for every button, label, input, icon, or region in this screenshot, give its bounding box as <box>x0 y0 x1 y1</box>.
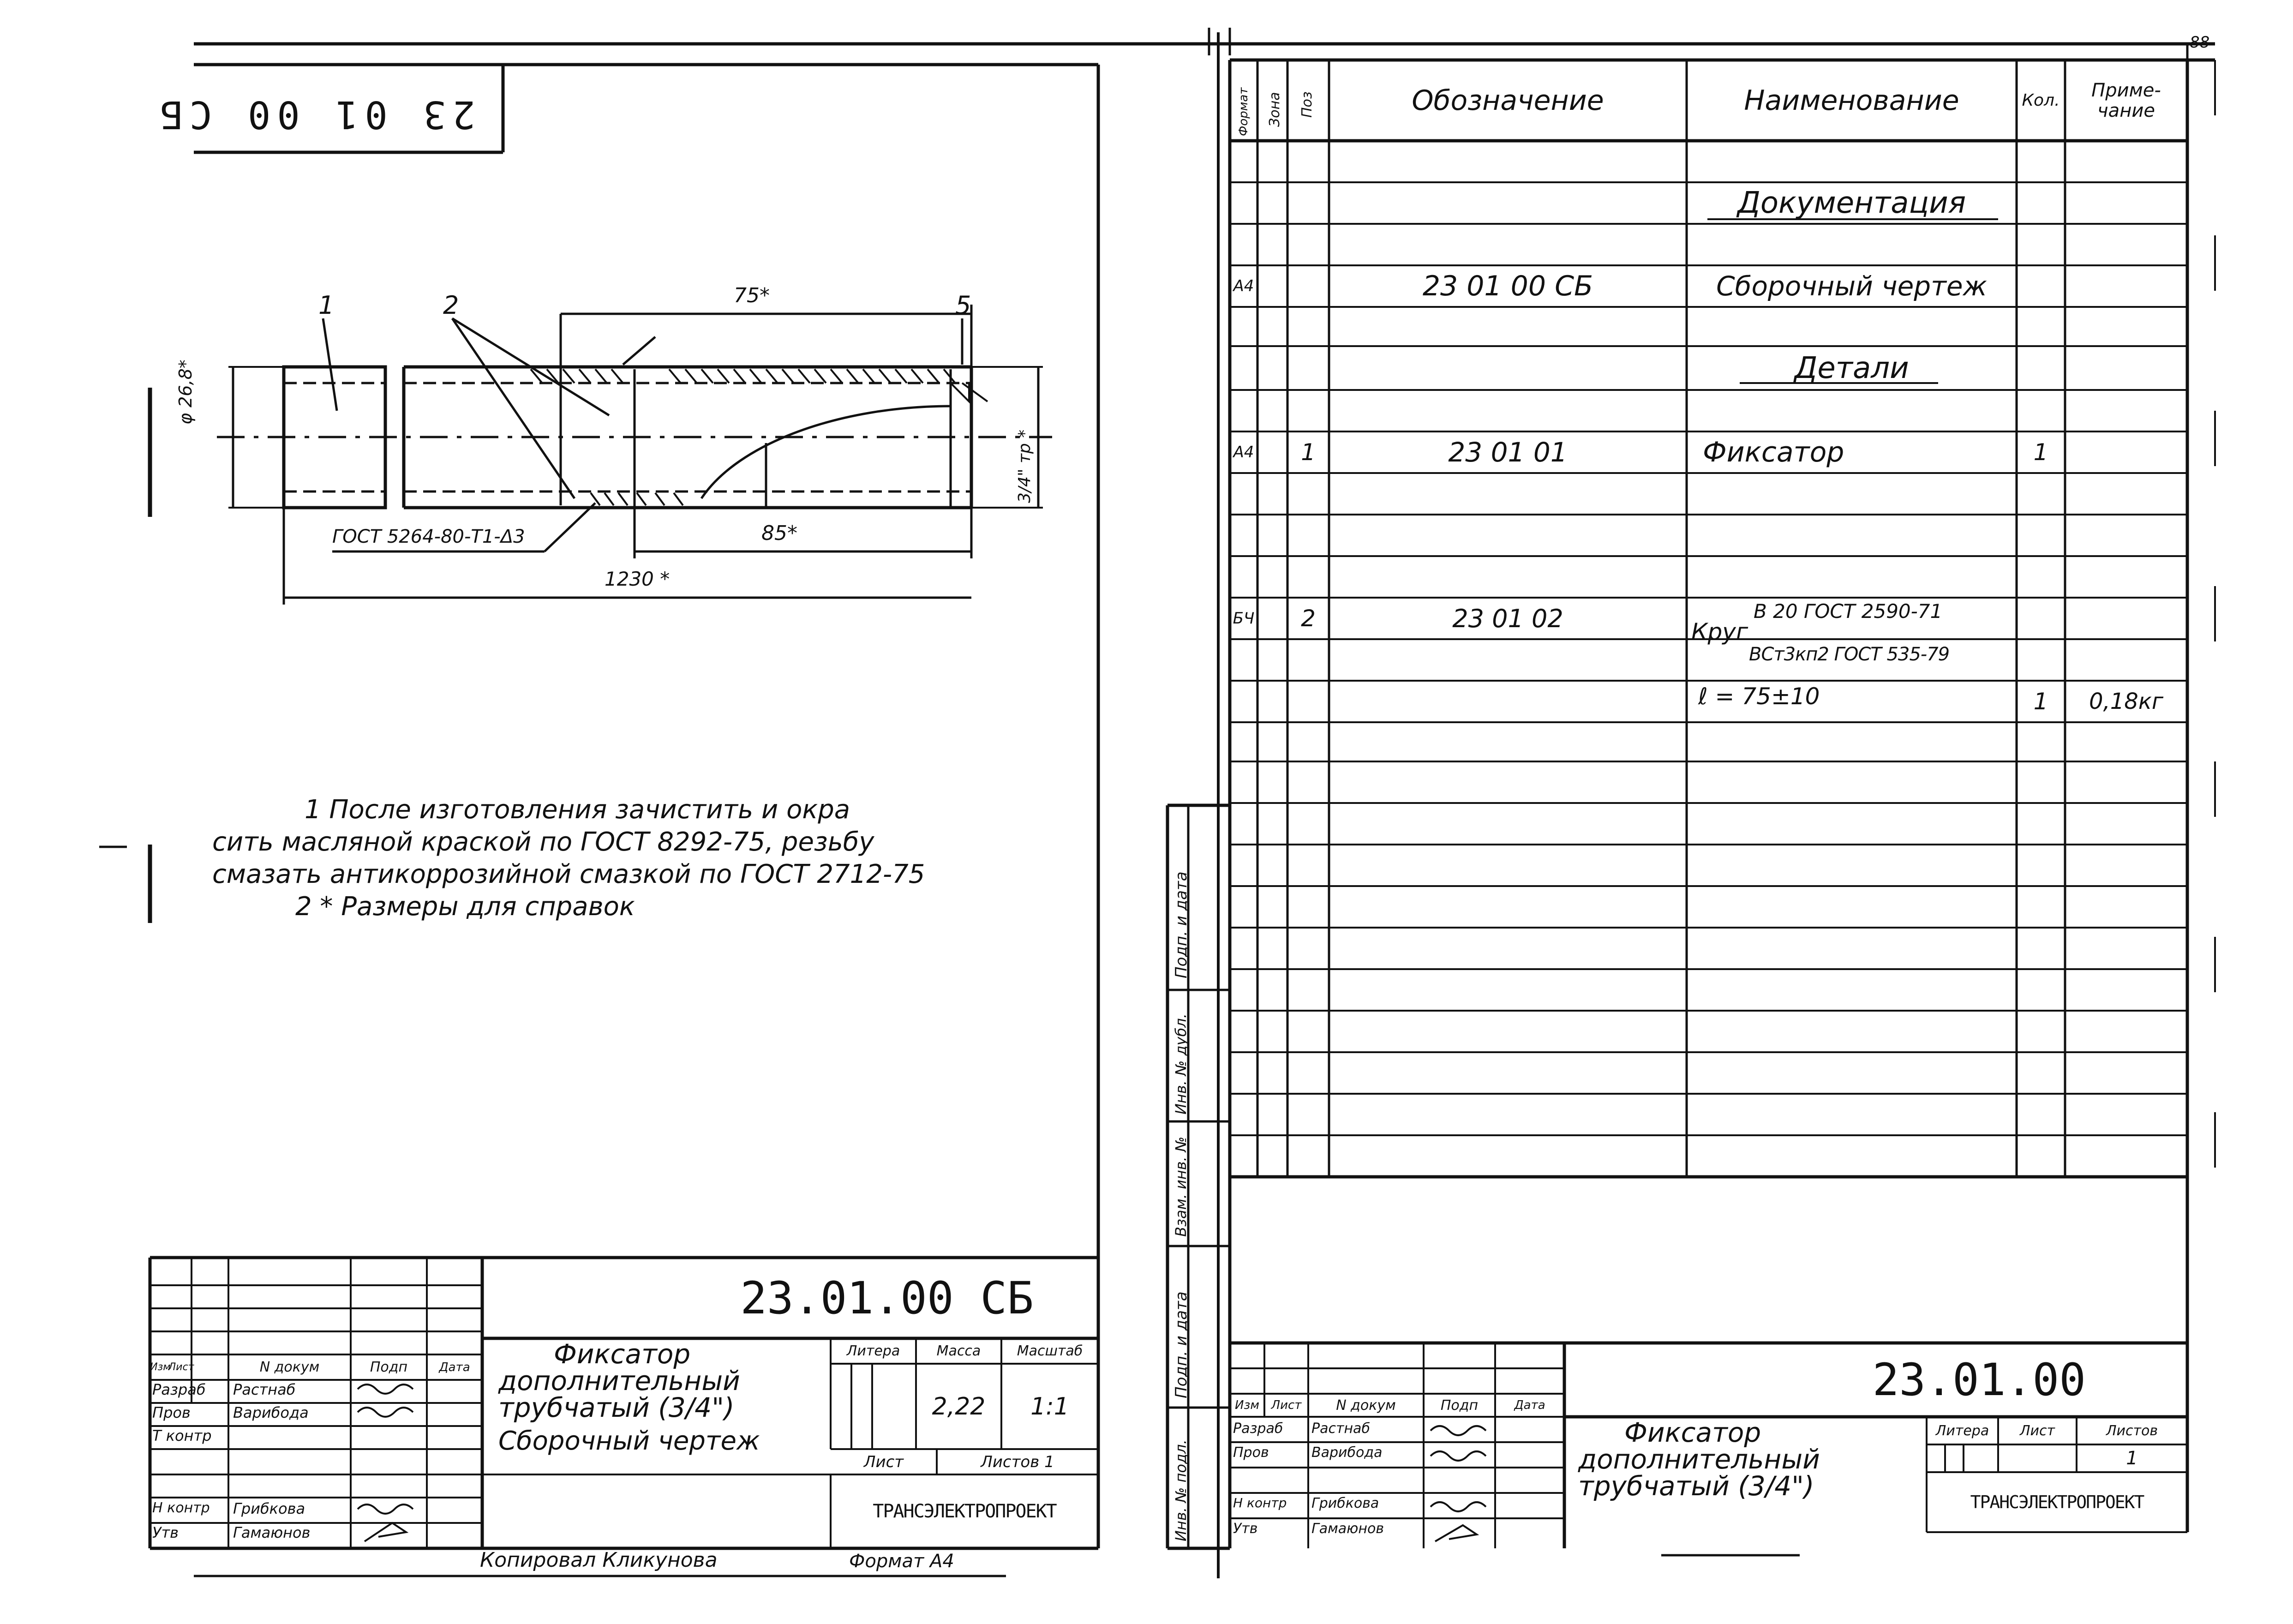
right-sheet-label: Лист <box>2019 1422 2055 1439</box>
left-doc-type: Сборочный чертеж <box>498 1426 760 1456</box>
spec-row-krug-format: БЧ <box>1233 609 1255 628</box>
side-label-orig-inv: Инв. № подл. <box>1172 1439 1190 1541</box>
spec-row-documentation: Документация <box>1737 186 1966 220</box>
left-title-name-3: трубчатый (3/4") <box>498 1392 735 1423</box>
spec-row-assembly-name: Сборочный чертеж <box>1716 270 1987 302</box>
right-role-1: Разраб <box>1233 1420 1283 1437</box>
spec-row-fixator-pos: 1 <box>1301 439 1316 466</box>
spec-row-fixator-designation: 23 01 01 <box>1448 437 1568 468</box>
left-person-6: Гамаюнов <box>233 1524 311 1541</box>
right-col-izm: Изм <box>1235 1398 1259 1412</box>
right-person-4: Грибкова <box>1311 1495 1379 1511</box>
left-role-3: Т контр <box>152 1427 212 1444</box>
left-role-5: Н контр <box>152 1500 210 1516</box>
right-role-5: Утв <box>1233 1521 1258 1537</box>
callout-1: 1 <box>318 291 335 320</box>
right-sheets-value: 1 <box>2126 1448 2138 1469</box>
sheet-format: Формат А4 <box>849 1551 954 1572</box>
right-title-name-1: Фиксатор <box>1624 1417 1761 1448</box>
left-col-date: Дата <box>439 1360 470 1374</box>
right-col-sign: Подп <box>1440 1397 1479 1414</box>
spec-row-details: Детали <box>1794 351 1909 385</box>
header-designation: Обозначение <box>1412 84 1604 117</box>
krug-length: ℓ = 75±10 <box>1698 683 1820 710</box>
right-title-name-2: дополнительный <box>1578 1444 1820 1475</box>
right-person-2: Варибода <box>1311 1444 1383 1461</box>
spec-row-fixator-qty: 1 <box>2033 439 2048 466</box>
left-person-2: Варибода <box>233 1404 309 1421</box>
header-name: Наименование <box>1744 84 1959 117</box>
header-zone: Зона <box>1267 92 1283 127</box>
krug-spec-1: В 20 ГОСТ 2590-71 <box>1754 600 1943 623</box>
right-role-2: Пров <box>1233 1444 1269 1461</box>
header-pos: Поз <box>1299 91 1315 118</box>
left-title-name-2: дополнительный <box>498 1365 740 1396</box>
left-col-doc: N докум <box>259 1359 320 1375</box>
side-label-sign-date-1: Подп. и дата <box>1172 871 1191 978</box>
right-org: ТРАНСЭЛЕКТРОПРОЕКТ <box>1970 1492 2144 1512</box>
dim-thread: 3/4" тр * <box>1015 429 1034 503</box>
left-person-1: Растнаб <box>233 1381 296 1398</box>
left-scale-value: 1:1 <box>1030 1392 1069 1420</box>
header-format: Формат <box>1237 87 1251 136</box>
side-label-dup-inv: Инв. № дубл. <box>1172 1013 1190 1115</box>
left-title-designation: 23.01.00 СБ <box>740 1272 1034 1324</box>
left-col-list: Лист <box>168 1361 194 1373</box>
note-line-1: 1 После изготовления зачистить и окра <box>305 795 850 825</box>
krug-spec-2: ВСт3кп2 ГОСТ 535-79 <box>1749 644 1950 665</box>
right-role-4: Н контр <box>1233 1495 1287 1510</box>
dim-85: 85* <box>761 521 797 545</box>
left-sheet-label: Лист <box>863 1452 904 1471</box>
dim-75: 75* <box>734 284 770 307</box>
right-title-name <box>1578 1417 1820 1502</box>
gost-weld-label: ГОСТ 5264-80-Т1-Δ3 <box>332 526 525 547</box>
spec-row-assembly-designation: 23 01 00 СБ <box>1422 270 1593 302</box>
note-line-3: смазать антикоррозийной смазкой по ГОСТ 2712-75 <box>212 859 925 889</box>
callout-2: 2 <box>443 291 459 320</box>
side-label-sign-date-2: Подп. и дата <box>1172 1291 1191 1398</box>
side-label-replace-inv: Взам. инв. № <box>1172 1136 1190 1237</box>
left-mass-label: Масса <box>936 1343 981 1359</box>
left-col-sign: Подп <box>370 1359 408 1375</box>
left-col-izm: Изм <box>150 1361 171 1373</box>
krug-qty: 1 <box>2033 688 2048 715</box>
left-role-6: Утв <box>152 1524 179 1541</box>
right-person-1: Растнаб <box>1311 1420 1370 1437</box>
note-line-2: сить масляной краской по ГОСТ 8292-75, резьбу <box>212 827 874 857</box>
right-person-5: Гамаюнов <box>1311 1521 1384 1537</box>
sheet-number: 88 <box>2190 33 2210 52</box>
header-qty: Кол. <box>2022 91 2060 110</box>
left-lit-label: Литера <box>846 1343 900 1359</box>
copied-by: Копировал Кликунова <box>480 1548 718 1572</box>
spec-row-fixator-name: Фиксатор <box>1703 436 1844 468</box>
spec-row-fixator-format: А4 <box>1233 443 1254 461</box>
right-col-list: Лист <box>1271 1398 1302 1412</box>
right-col-date: Дата <box>1514 1398 1545 1412</box>
left-scale-label: Масштаб <box>1017 1343 1083 1359</box>
header-note: Приме- чание <box>2091 79 2161 121</box>
note-line-4: 2 * Размеры для справок <box>295 892 635 922</box>
spec-row-krug-name: Круг <box>1691 618 1748 645</box>
callout-5: 5 <box>955 291 971 320</box>
left-org: ТРАНСЭЛЕКТРОПРОЕКТ <box>873 1501 1056 1522</box>
dim-diameter: φ 26,8* <box>175 360 196 425</box>
right-col-doc: N докум <box>1336 1397 1396 1414</box>
right-title-name-3: трубчатый (3/4") <box>1578 1470 1814 1502</box>
rotated-drawing-code: 23 01 00 СБ <box>153 92 475 136</box>
left-title-name-1: Фиксатор <box>554 1338 691 1370</box>
krug-note: 0,18кг <box>2089 689 2164 714</box>
left-person-5: Грибкова <box>233 1500 305 1517</box>
right-title-designation: 23.01.00 <box>1872 1354 2086 1406</box>
right-lit-label: Литера <box>1935 1422 1989 1439</box>
right-sheets-label: Листов <box>2106 1422 2158 1439</box>
left-sheets-label: Листов 1 <box>981 1452 1054 1471</box>
dim-1230: 1230 * <box>605 568 670 590</box>
left-role-2: Пров <box>152 1404 191 1421</box>
spec-row-assembly-format: А4 <box>1233 277 1254 295</box>
spec-row-krug-pos: 2 <box>1301 605 1316 632</box>
spec-row-krug-designation: 23 01 02 <box>1452 604 1563 633</box>
left-mass-value: 2,22 <box>932 1392 986 1420</box>
left-role-1: Разраб <box>152 1381 206 1398</box>
